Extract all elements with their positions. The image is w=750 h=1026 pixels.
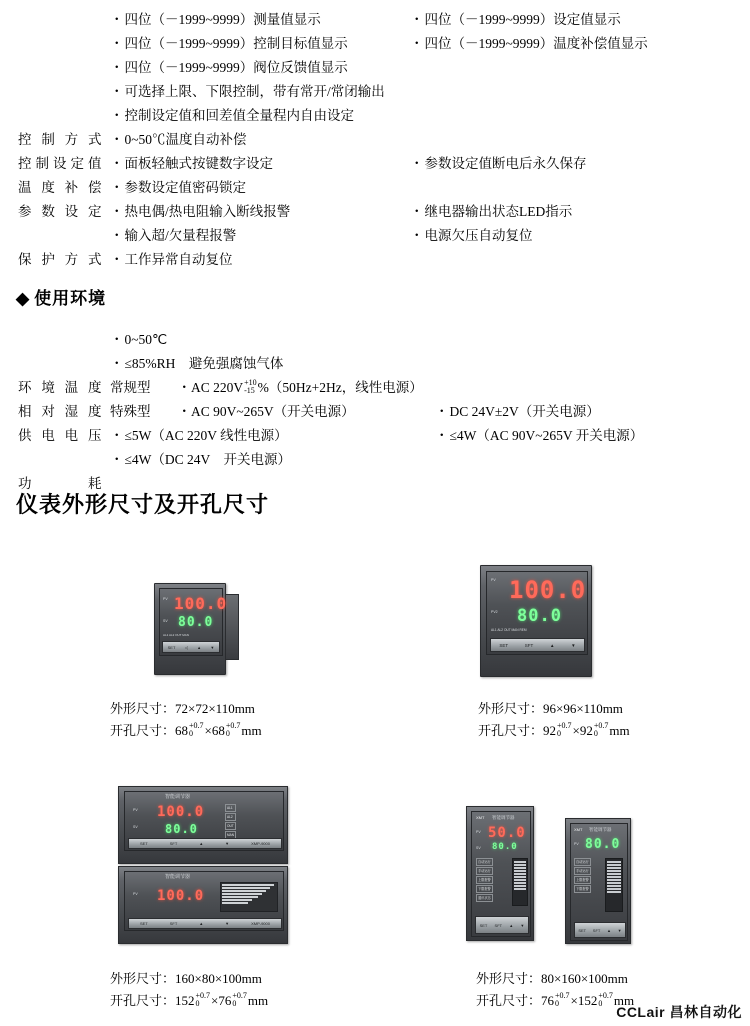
sv-label: SV [476, 846, 481, 850]
device-front-panel [486, 571, 588, 655]
env-row [0, 376, 750, 400]
shift-key[interactable]: SFT [494, 922, 503, 928]
cutout-tol2-upper: +0.7 [225, 720, 241, 730]
cutout-size-line [110, 720, 262, 742]
env-voltage-text: 常规型 ・AC 220V [110, 380, 244, 395]
spec-row [0, 104, 750, 128]
spec-value-left: ・ 控制设定值和回差值全量程内自由设定 [110, 104, 530, 128]
down-key[interactable]: ▼ [617, 927, 622, 933]
keypad-strip [128, 918, 282, 929]
set-key[interactable]: SET [167, 644, 176, 650]
cutout-tolerance [196, 992, 211, 1008]
down-key[interactable]: ▼ [225, 921, 230, 926]
cutout-size-line [476, 990, 634, 1012]
outline-size-line [476, 968, 634, 990]
outline-size-label: 外形尺寸： [110, 701, 176, 716]
cutout-size-label: 开孔尺寸： [476, 993, 542, 1008]
bargraph-display [605, 858, 623, 912]
pv-label: PV [476, 830, 481, 834]
primary-display: 100.0 [157, 804, 205, 820]
set-key[interactable]: SET [139, 841, 148, 846]
env-row [0, 352, 750, 376]
cutout-tol2-lower: 0 [225, 728, 230, 738]
env-row [0, 400, 750, 424]
brand-logo: XMT [574, 827, 583, 832]
led-al1: AL1 [225, 804, 236, 812]
cutout-h: ×68 [204, 723, 225, 738]
led-man: MAN [227, 833, 235, 837]
cutout-tol-upper: +0.7 [195, 990, 211, 1000]
spec-value-left: ・ 四位（－1999~9999）控制目标值显示 [110, 32, 410, 56]
cutout-unit: mm [247, 993, 269, 1008]
outline-size-line [478, 698, 630, 720]
spec-label: 参数设定 [18, 204, 102, 219]
led-al2: AL2 [225, 813, 236, 821]
device-80x160-image-left [466, 806, 536, 946]
spec-row [0, 32, 750, 56]
pv-label: PV [133, 892, 138, 896]
spec-value-left: ・ 可选择上限、下限控制，带有常开/常闭输出 [110, 80, 530, 104]
spec-value-left: ・ 热电偶/热电阻输入断线报警 [110, 200, 410, 224]
spec-row [0, 200, 750, 224]
led-out: 上限报警 [576, 878, 589, 882]
secondary-display: 80.0 [492, 842, 518, 852]
environment-heading [16, 284, 106, 309]
spec-label: 温度补偿 [18, 180, 102, 195]
diamond-bullet-icon: ◆ [16, 289, 31, 308]
cutout-w: 68 [175, 723, 189, 738]
down-key[interactable]: ▼ [520, 922, 525, 928]
env-value-left: ・ ≤85%RH 避免强腐蚀气体 [110, 352, 530, 376]
spec-value-left: ・ 四位（－1999~9999）阀位反馈值显示 [110, 56, 410, 80]
bargraph-display [512, 858, 528, 906]
tolerance-lower: -15 [244, 385, 255, 395]
set-key[interactable]: SET [578, 927, 587, 933]
spec-row [0, 248, 750, 272]
outline-size-label: 外形尺寸： [110, 971, 176, 986]
up-key[interactable]: ▲ [607, 927, 611, 933]
outline-size-label: 外形尺寸： [478, 701, 544, 716]
pv-label: PV [163, 597, 168, 601]
env-value-left: ・ ≤4W（DC 24V 开关电源） [110, 448, 435, 472]
device-96x96-image [480, 565, 610, 677]
spec-row [0, 80, 750, 104]
watermark: CCLair 昌林自动化 [616, 1004, 742, 1020]
down-key[interactable]: ▼ [225, 841, 230, 846]
led-man: 下限报警 [576, 887, 589, 891]
keypad-row[interactable] [129, 839, 281, 848]
panel-title: 智能调节器 [165, 794, 191, 800]
cutout-tol2-upper: +0.7 [598, 990, 613, 1000]
led-al1: 自动运行 [576, 860, 589, 864]
spec-value-right: ・ 四位（－1999~9999）设定值显示 [410, 8, 750, 32]
device-housing [118, 786, 288, 864]
cutout-size-line [478, 720, 630, 742]
status-led-list [476, 858, 493, 903]
up-key[interactable]: ▲ [199, 841, 204, 846]
spec-row [0, 8, 750, 32]
cutout-tolerance-2 [594, 722, 609, 738]
spec-table [0, 8, 750, 272]
set-key[interactable]: SET [139, 921, 148, 926]
device-80x160-caption [476, 968, 634, 1012]
led-rem: 通讯状态 [478, 896, 491, 900]
cutout-h: ×76 [211, 993, 232, 1008]
pv-label: PV [133, 808, 138, 812]
cutout-tol2-lower: 0 [232, 998, 237, 1008]
device-160x80-image-top [118, 786, 298, 866]
primary-display: 100.0 [174, 594, 228, 613]
cutout-unit: mm [241, 723, 262, 738]
spec-value-left: ・ 面板轻触式按键数字设定 [110, 152, 410, 176]
up-key[interactable]: ▲ [509, 922, 514, 928]
env-label: 环境温度 [18, 380, 102, 395]
device-front-panel [124, 871, 284, 931]
keypad-strip [490, 638, 585, 652]
device-front-panel [159, 588, 228, 656]
up-key[interactable]: ▲ [197, 644, 202, 650]
primary-display: 100.0 [509, 576, 587, 604]
spec-value-left: ・ 四位（－1999~9999）测量值显示 [110, 8, 410, 32]
brand-label: PV [491, 578, 496, 582]
cutout-unit: mm [613, 993, 635, 1008]
cutout-tolerance [189, 722, 204, 738]
set-key[interactable]: SET [499, 642, 509, 648]
shift-key[interactable]: SFT [169, 921, 178, 926]
spec-value-left: ・ 参数设定值密码锁定 [110, 176, 410, 200]
spec-row [0, 152, 750, 176]
spec-label: 保护方式 [18, 252, 102, 267]
spec-label: 控制方式 [18, 132, 102, 147]
keypad-strip [475, 916, 529, 934]
model-tag: XMP-9000 [251, 841, 270, 846]
env-row [0, 328, 750, 352]
env-value-left [110, 376, 550, 400]
panel-title: 智能调节器 [165, 874, 191, 880]
cutout-tol-lower: 0 [195, 998, 200, 1008]
spec-value-right: ・ 电源欠压自动复位 [410, 224, 750, 248]
keypad-strip [162, 641, 220, 653]
cutout-tol-lower: 0 [555, 998, 560, 1008]
outline-size-line [110, 698, 262, 720]
down-key[interactable]: ▼ [571, 642, 576, 648]
env-value-right: ・ DC 24V±2V（开关电源） [435, 400, 750, 424]
device-front-panel [124, 791, 284, 851]
cutout-tol2-upper: +0.7 [593, 720, 609, 730]
cutout-tol2-lower: 0 [593, 728, 598, 738]
shift-key[interactable]: SFT [592, 927, 601, 933]
outline-size-value: 80×160×100mm [541, 971, 628, 986]
spec-label: 控制设定值 [18, 156, 102, 171]
device-housing [118, 866, 288, 944]
led-out: OUT [225, 822, 236, 830]
shift-key[interactable]: SFT [169, 841, 178, 846]
device-160x80-caption [110, 968, 268, 1012]
status-led-list [574, 858, 591, 894]
keypad-row[interactable] [476, 917, 528, 933]
panel-title: 智能调节器 [492, 815, 515, 820]
shift-key[interactable]: ◁ [184, 644, 188, 650]
sv-label: PV2 [491, 610, 498, 614]
cutout-h: ×92 [572, 723, 593, 738]
spec-value-right: ・ 四位（－1999~9999）温度补偿值显示 [410, 32, 750, 56]
cutout-tolerance [555, 992, 570, 1008]
spec-value-right: ・ 参数设定值断电后永久保存 [410, 152, 750, 176]
cutout-size-line [110, 990, 268, 1012]
cutout-size-label: 开孔尺寸： [110, 993, 176, 1008]
tolerance-fraction [244, 379, 257, 395]
led-al1: 自动运行 [478, 860, 491, 864]
led-man: 下限报警 [478, 887, 491, 891]
cutout-tol2-lower: 0 [598, 998, 603, 1008]
device-80x160-image-right [565, 818, 635, 948]
led-al2: 手动运行 [478, 869, 491, 873]
cutout-tol-upper: +0.7 [555, 990, 570, 1000]
spec-value-left: ・ 工作异常自动复位 [110, 248, 410, 272]
env-voltage-tail: %（50Hz+2Hz，线性电源） [257, 380, 423, 395]
device-housing [565, 818, 631, 944]
env-row [0, 448, 750, 472]
cutout-w: 76 [541, 993, 555, 1008]
cutout-tol-upper: +0.7 [189, 720, 204, 730]
device-72x72-image [140, 583, 240, 675]
cutout-size-label: 开孔尺寸： [110, 723, 176, 738]
cutout-h: ×152 [570, 993, 598, 1008]
keypad-row[interactable] [129, 919, 281, 928]
spec-row [0, 224, 750, 248]
spec-row [0, 128, 750, 152]
environment-heading-text: 使用环境 [34, 289, 107, 308]
outline-size-value: 96×96×110mm [543, 701, 623, 716]
device-72x72-caption [110, 698, 262, 742]
cutout-tol-lower: 0 [557, 728, 562, 738]
set-key[interactable]: SET [479, 922, 488, 928]
up-key[interactable]: ▲ [549, 642, 555, 648]
led-out: 上限报警 [478, 878, 491, 882]
outline-size-line [110, 968, 268, 990]
shift-key[interactable]: SFT [524, 642, 534, 648]
model-tag: XMP-9000 [251, 921, 270, 926]
status-led-labels: AL1 AL2 OUT MAN REM [491, 628, 527, 632]
keypad-strip [574, 922, 626, 938]
cutout-tol-lower: 0 [189, 728, 194, 738]
cutout-tolerance [557, 722, 572, 738]
up-key[interactable]: ▲ [199, 921, 204, 926]
env-label: 相对湿度 [18, 404, 102, 419]
cutout-tolerance-2 [598, 992, 613, 1008]
env-label: 功 耗 [18, 476, 102, 491]
cutout-tol2-upper: +0.7 [232, 990, 247, 1000]
page-title: 仪表外形尺寸及开孔尺寸 [16, 492, 270, 517]
sv-label: SV [163, 619, 168, 623]
secondary-display: 80.0 [165, 822, 198, 836]
env-value-left: ・ 0~50℃ [110, 328, 410, 352]
bargraph-display [220, 882, 278, 912]
status-led-labels: AL1 AL2 OUT MAN [163, 633, 189, 637]
spec-value-left: ・ 输入超/欠量程报警 [110, 224, 410, 248]
down-key[interactable]: ▼ [210, 644, 215, 650]
primary-display: 50.0 [488, 825, 526, 841]
cutout-w: 92 [543, 723, 557, 738]
status-led-list [225, 804, 236, 840]
device-96x96-caption [478, 698, 630, 742]
device-front-panel [570, 823, 628, 941]
cutout-tol-upper: +0.7 [557, 720, 572, 730]
cutout-tolerance-2 [232, 992, 247, 1008]
outline-size-value: 160×80×100mm [175, 971, 262, 986]
secondary-display: 80.0 [178, 615, 214, 630]
pv-label: PV [574, 842, 579, 846]
device-front-panel [471, 811, 531, 937]
sv-label: SV [133, 825, 138, 829]
cutout-unit: mm [609, 723, 630, 738]
env-row [0, 424, 750, 448]
spec-value-right: ・ 继电器输出状态LED指示 [410, 200, 750, 224]
led-al2: 手动运行 [576, 869, 589, 873]
env-value-right: ・ ≤4W（AC 90V~265V 开关电源） [435, 424, 750, 448]
keypad-row[interactable] [491, 639, 584, 651]
device-housing [154, 583, 226, 675]
cutout-w: 152 [175, 993, 195, 1008]
primary-display: 100.0 [157, 888, 205, 904]
secondary-display: 80.0 [517, 606, 562, 626]
device-160x80-image-bottom [118, 866, 298, 946]
outline-size-label: 外形尺寸： [476, 971, 542, 986]
primary-display: 80.0 [585, 837, 621, 852]
keypad-row[interactable] [163, 642, 219, 652]
keypad-row[interactable] [575, 923, 625, 937]
cutout-tolerance-2 [226, 722, 241, 738]
env-value-left: ・ ≤5W（AC 220V 线性电源） [110, 424, 435, 448]
device-housing [466, 806, 534, 941]
spec-row [0, 176, 750, 200]
cutout-size-label: 开孔尺寸： [478, 723, 544, 738]
spec-row [0, 56, 750, 80]
outline-size-value: 72×72×110mm [175, 701, 255, 716]
tolerance-upper: +10 [244, 377, 257, 387]
env-value-left: 特殊型 ・AC 90V~265V（开关电源） [110, 404, 355, 419]
env-label: 供电电压 [18, 428, 102, 443]
brand-logo: XMT [476, 815, 485, 820]
spec-value-left: ・ 0~50℃温度自动补偿 [110, 128, 530, 152]
keypad-strip [128, 838, 282, 849]
panel-title: 智能调节器 [589, 827, 612, 832]
device-housing [480, 565, 592, 677]
environment-table [0, 328, 750, 496]
